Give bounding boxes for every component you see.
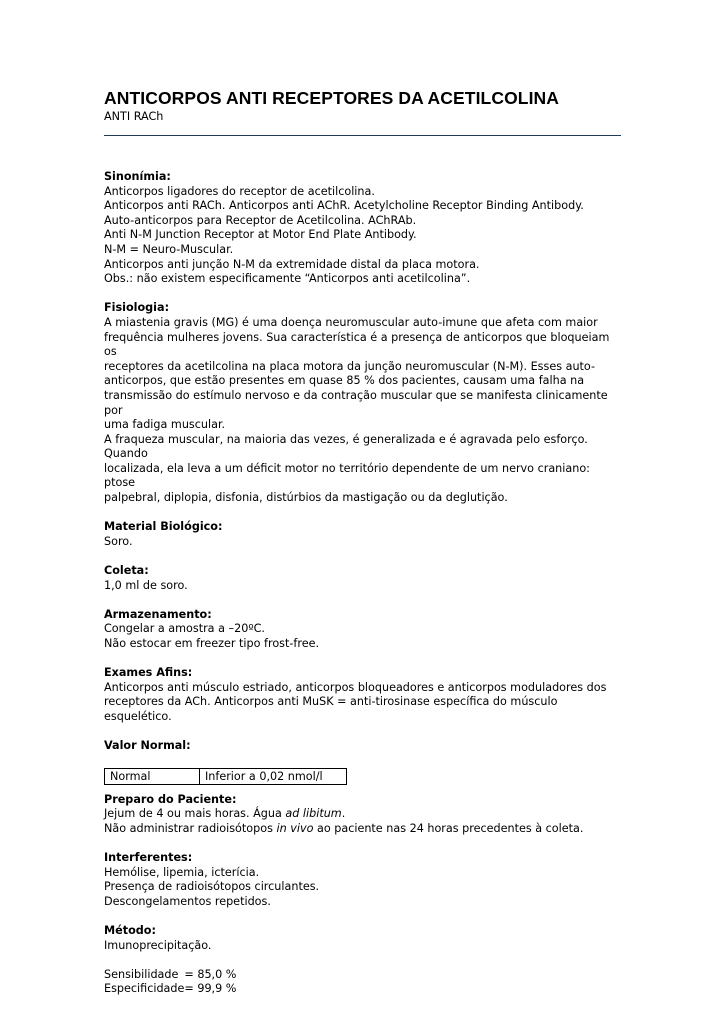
section-heading: Armazenamento: — [104, 607, 212, 621]
text-line: Auto-anticorpos para Receptor de Acetilcolina. AChRAb. — [104, 213, 417, 227]
text-line: Hemólise, lipemia, icterícia. — [104, 865, 260, 879]
text-fragment: ao paciente nas 24 horas precedentes à coleta. — [313, 821, 584, 835]
stat-value: = 99,9 % — [184, 982, 237, 996]
table-row — [105, 768, 347, 784]
text-line: Imunoprecipitação. — [104, 938, 212, 952]
title-divider — [104, 135, 621, 136]
stat-value: = 85,0 % — [184, 967, 237, 981]
section-heading: Exames Afins: — [104, 666, 193, 680]
section-exames-afins — [104, 666, 624, 724]
section-heading: Material Biológico: — [104, 520, 223, 534]
document-subtitle: ANTI RACh — [104, 110, 164, 123]
text-line: Anti N-M Junction Receptor at Motor End Plate Antibody. — [104, 228, 417, 242]
section-sinonimia — [104, 170, 624, 287]
text-fragment: Jejum de 4 ou mais horas. Água — [104, 807, 286, 821]
section-valor-normal — [104, 739, 624, 785]
text-line: Anticorpos anti junção N-M da extremidade distal da placa motora. — [104, 257, 480, 271]
section-material-biologico — [104, 520, 624, 549]
text-line: receptores da ACh. Anticorpos anti MuSK = anti-tirosinase específica do músculo esquelético. — [104, 695, 558, 723]
italic-term: ad libitum — [285, 807, 342, 821]
text-line: palpebral, diplopia, disfonia, distúrbios da mastigação ou da deglutição. — [104, 491, 508, 505]
text-line — [104, 822, 624, 837]
normal-value-table — [104, 768, 347, 785]
stat-label: Especificidade — [104, 982, 185, 996]
section-heading: Método: — [104, 924, 156, 938]
document-title: ANTICORPOS ANTI RECEPTORES DA ACETILCOLINA — [104, 88, 560, 108]
section-preparo-paciente — [104, 793, 624, 837]
table-row — [104, 982, 236, 997]
section-heading: Coleta: — [104, 564, 149, 578]
text-line: Não estocar em freezer tipo frost-free. — [104, 637, 320, 650]
text-fragment: Não administrar radioisótopos — [104, 821, 277, 835]
text-line: frequência mulheres jovens. Sua característica é a presença de anticorpos que bloqueiam os — [104, 330, 610, 359]
document-page — [104, 88, 624, 997]
section-heading: Valor Normal: — [104, 739, 191, 753]
text-line: 1,0 ml de soro. — [104, 578, 188, 592]
text-line: A miastenia gravis (MG) é uma doença neuromuscular auto-imune que afeta com maior — [104, 315, 598, 329]
text-line: uma fadiga muscular. — [104, 418, 226, 432]
text-line: A fraqueza muscular, na maioria das vezes, é generalizada e é agravada pelo esforço. Quando — [104, 432, 588, 461]
text-line: Obs.: não existem especificamente “Anticorpos anti acetilcolina”. — [104, 272, 471, 286]
text-line: Anticorpos ligadores do receptor de acetilcolina. — [104, 184, 375, 198]
text-line: Presença de radioisótopos circulantes. — [104, 880, 320, 894]
text-line: N-M = Neuro-Muscular. — [104, 242, 234, 256]
section-coleta — [104, 564, 624, 593]
text-line: anticorpos, que estão presentes em quase 85 % dos pacientes, causam uma falha na — [104, 374, 585, 388]
section-heading: Preparo do Paciente: — [104, 792, 237, 806]
text-fragment: . — [341, 807, 346, 821]
section-heading: Sinonímia: — [104, 170, 171, 183]
text-line: transmissão do estímulo nervoso e da contração muscular que se manifesta clinicamente por — [104, 388, 608, 417]
text-line: receptores da acetilcolina na placa motora da junção neuromuscular (N-M). Esses auto- — [104, 359, 596, 373]
text-line: Anticorpos anti RACh. Anticorpos anti AChR. Acetylcholine Receptor Binding Antibody. — [104, 199, 584, 213]
text-line: localizada, ela leva a um déficit motor no território dependente de um nervo craniano: ptose — [104, 461, 590, 490]
table-cell-label: Normal — [105, 768, 200, 784]
stat-label: Sensibilidade — [104, 967, 179, 981]
text-line: Soro. — [104, 534, 133, 548]
section-metodo — [104, 924, 624, 997]
section-fisiologia — [104, 301, 624, 505]
text-line: Congelar a amostra a –20ºC. — [104, 622, 265, 636]
section-heading: Interferentes: — [104, 851, 193, 865]
italic-term: in vivo — [276, 821, 314, 835]
table-row — [104, 968, 236, 983]
table-cell-value: Inferior a 0,02 nmol/l — [200, 768, 347, 784]
section-interferentes — [104, 851, 624, 909]
text-line: Anticorpos anti músculo estriado, anticorpos bloqueadores e anticorpos moduladores dos — [104, 680, 607, 694]
method-stats-table — [104, 968, 236, 997]
section-armazenamento — [104, 608, 624, 652]
text-line: Descongelamentos repetidos. — [104, 894, 271, 908]
text-line — [104, 807, 624, 822]
section-heading: Fisiologia: — [104, 301, 170, 315]
